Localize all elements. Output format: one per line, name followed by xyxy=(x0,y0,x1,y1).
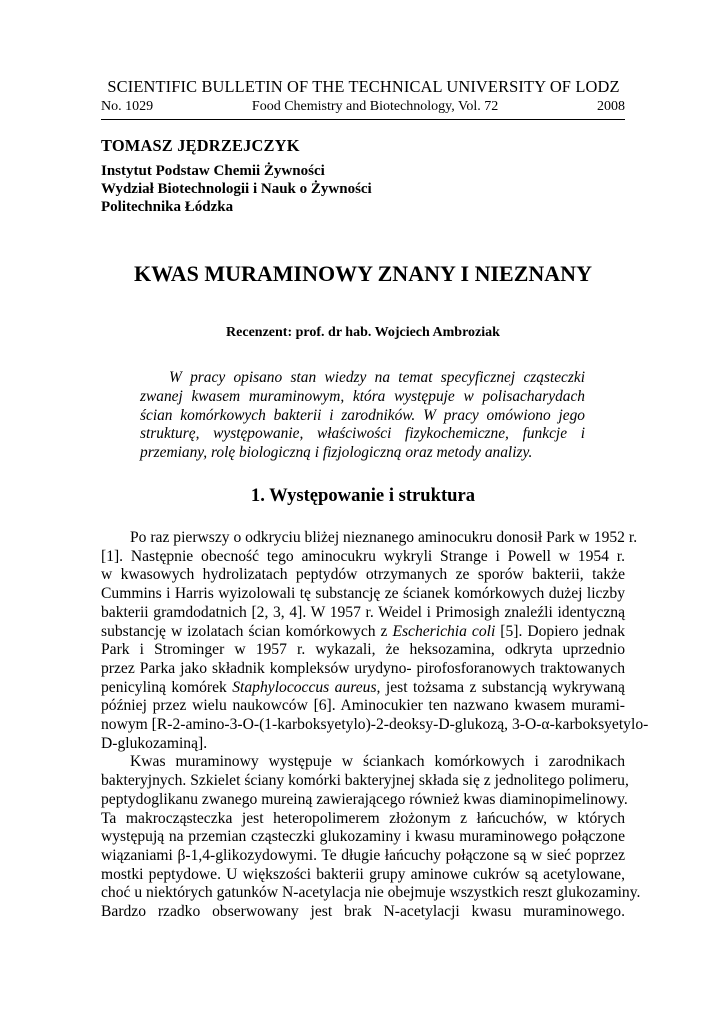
species-name: Staphylococcus aureus, xyxy=(232,678,381,696)
paper-title: KWAS MURAMINOWY ZNANY I NIEZNANY xyxy=(134,261,592,286)
affiliation-institute: Instytut Podstaw Chemii Żywności xyxy=(101,163,325,179)
text-line: bakterii gramdodatnich [2, 3, 4]. W 1957 r. Weidel i Primosigh znaleźli identyczną xyxy=(101,603,625,621)
journal-info-line xyxy=(101,98,625,120)
species-name: Escherichia coli xyxy=(392,622,496,640)
text-line: nowym [R-2-amino-3-O-(1-karboksyetylo)-2-deoksy-D-glukozą, 3-O-α-karboksyetylo- xyxy=(101,716,649,734)
text-line: peptydoglikanu zwanego mureiną zawierającego również kwas diaminopimelinowy. xyxy=(101,790,628,808)
reviewer-line: Recenzent: prof. dr hab. Wojciech Ambroziak xyxy=(226,325,500,340)
text-line xyxy=(101,623,625,642)
text-segment: jest tożsama z substancją wykrywaną xyxy=(380,678,625,696)
paragraph-occurrence xyxy=(101,529,649,753)
journal-series: Food Chemistry and Biotechnology, Vol. 72 xyxy=(251,99,499,114)
text-line: Bardzo rzadko obserwowany jest brak N-acetylacji kwasu muraminowego. xyxy=(101,903,625,921)
text-line: później przez wielu naukowców [6]. Aminocukier ten nazwano kwasem murami- xyxy=(101,697,625,715)
text-line: wiązaniami β-1,4-glikozydowymi. Te długie łańcuchy połączone są w sieć poprzez xyxy=(101,846,625,864)
text-segment: penicyliną komórek xyxy=(101,678,233,696)
text-line: bakteryjnych. Szkielet ściany komórki bakteryjnej składa się z jednolitego polimeru, xyxy=(101,772,629,790)
publication-year: 2008 xyxy=(597,99,625,114)
text-segment: [5]. Dopiero jednak xyxy=(495,622,625,640)
text-segment: substancję w izolatach ścian komórkowych z xyxy=(101,622,393,640)
text-line: przez Parka jako składnik kompleksów urydyno- pirofosforanowych traktowanych xyxy=(101,659,625,677)
text-line: choć u niektórych gatunków N-acetylacja nie obejmuje wszystkich reszt glukozaminy. xyxy=(101,884,641,902)
author-name: TOMASZ JĘDRZEJCZYK xyxy=(101,136,300,155)
text-line: Kwas muraminowy występuje w ściankach komórkowych i zarodnikach xyxy=(130,753,625,771)
text-line: Park i Strominger w 1957 r. wykazali, że heksozamina, odkryta uprzednio xyxy=(101,641,625,659)
section-heading: 1. Występowanie i struktura xyxy=(250,485,476,506)
text-line: w kwasowych hydrolizatach peptydów otrzymanych ze sporów bakterii, także xyxy=(101,566,625,584)
text-line: [1]. Następnie obecność tego aminocukru wykryli Strange i Powell w 1954 r. xyxy=(101,547,625,565)
text-line: mostki peptydowe. U większości bakterii grupy aminowe cukrów są acetylowane, xyxy=(101,865,625,883)
issue-number: No. 1029 xyxy=(101,99,154,114)
affiliation-faculty: Wydział Biotechnologii i Nauk o Żywności xyxy=(101,181,372,197)
body-text xyxy=(101,529,649,922)
abstract: W pracy opisano stan wiedzy na temat specyficznej cząsteczki zwanej kwasem muraminowym, która występuje w polisacharydach ścian komórkowych bakterii i zarodników. W pracy omówiono jego strukturę, występowanie, właściwości fizykochemiczne, funkcje i przemiany, rolę biologiczną i fizjologiczną oraz metody analizy. xyxy=(140,369,585,462)
text-line: Ta makrocząsteczka jest heteropolimerem złożonym z łańcuchów, w których xyxy=(101,809,625,827)
text-line: Cummins i Harris wyizolowali tę substancję ze ścianek komórkowych dużej liczby xyxy=(101,585,625,603)
text-line: występują na przemian cząsteczki glukozaminy i kwasu muraminowego połączone xyxy=(101,828,625,846)
text-line: D-glukozaminą]. xyxy=(101,734,208,752)
journal-name: SCIENTIFIC BULLETIN OF THE TECHNICAL UNIVERSITY OF LODZ xyxy=(107,77,620,96)
affiliation-university: Politechnika Łódzka xyxy=(101,199,234,215)
text-line xyxy=(101,679,625,698)
text-line: Po raz pierwszy o odkryciu bliżej nieznanego aminocukru donosił Park w 1952 r. xyxy=(130,529,638,546)
paragraph-structure xyxy=(101,753,641,921)
